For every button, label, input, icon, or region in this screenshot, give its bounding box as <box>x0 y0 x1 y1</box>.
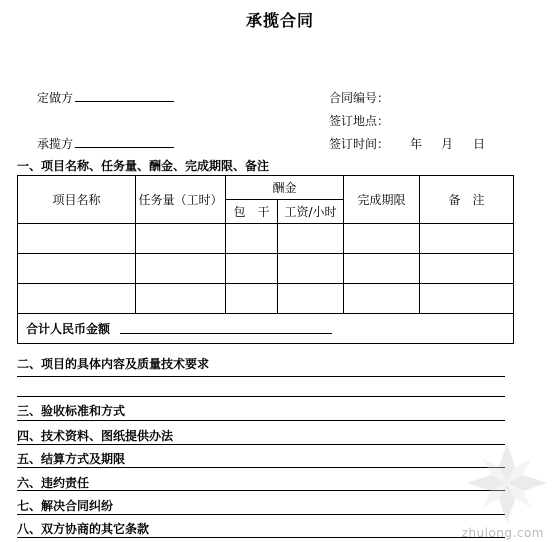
col-header-hourly: 工资/小时 <box>278 200 344 224</box>
table-cell[interactable] <box>420 254 514 284</box>
col-header-deadline: 完成期限 <box>344 176 420 224</box>
table-cell[interactable] <box>226 254 278 284</box>
table-cell[interactable] <box>136 284 226 314</box>
section-5-line[interactable] <box>17 467 505 468</box>
total-amount-field[interactable] <box>120 333 332 334</box>
section-3-title: 三、验收标准和方式 <box>17 404 126 418</box>
section-3-line[interactable] <box>17 420 505 421</box>
section-2-title: 二、项目的具体内容及质量技术要求 <box>17 357 210 371</box>
table-cell[interactable] <box>18 254 136 284</box>
total-row <box>18 314 514 344</box>
table-cell[interactable] <box>278 284 344 314</box>
section-6-line[interactable] <box>17 490 505 491</box>
section-1-title: 一、项目名称、任务量、酬金、完成期限、备注 <box>17 159 270 173</box>
sign-place-label: 签订地点： <box>329 114 390 128</box>
table-cell[interactable] <box>344 284 420 314</box>
table-cell[interactable] <box>344 254 420 284</box>
sign-day-label: 日 <box>473 137 486 151</box>
table-cell[interactable] <box>136 254 226 284</box>
table-cell[interactable] <box>18 284 136 314</box>
section-2-line-2[interactable] <box>17 396 505 397</box>
document-title: 承揽合同 <box>245 11 314 30</box>
section-4-title: 四、技术资料、图纸提供办法 <box>17 429 174 443</box>
col-header-lump-sum: 包 干 <box>226 200 278 224</box>
party-a-label: 定做方 <box>37 91 74 105</box>
col-header-workload: 任务量（工时） <box>136 176 226 224</box>
table-cell[interactable] <box>278 254 344 284</box>
watermark-text: zhulong.com <box>461 526 544 540</box>
sign-time-label: 签订时间： <box>329 137 390 151</box>
table-row <box>18 284 514 314</box>
party-b-field[interactable] <box>75 147 174 148</box>
party-b-label: 承揽方 <box>37 137 74 151</box>
section-2-line-1[interactable] <box>17 376 505 377</box>
col-header-payment: 酬金 <box>226 176 344 200</box>
section-8-line[interactable] <box>17 537 505 538</box>
section-4-line[interactable] <box>17 444 505 445</box>
col-header-project-name: 项目名称 <box>18 176 136 224</box>
table-cell[interactable] <box>136 224 226 254</box>
table-cell[interactable] <box>226 284 278 314</box>
table-row <box>18 224 514 254</box>
sign-year-label: 年 <box>410 137 423 151</box>
zhulong-logo-watermark <box>462 438 552 528</box>
table-cell[interactable] <box>420 284 514 314</box>
section-8-title: 八、双方协商的其它条款 <box>17 522 150 536</box>
project-table <box>17 175 514 344</box>
contract-no-label: 合同编号： <box>329 91 390 105</box>
table-cell[interactable] <box>278 224 344 254</box>
sign-month-label: 月 <box>441 137 454 151</box>
table-cell[interactable] <box>18 224 136 254</box>
table-cell[interactable] <box>420 224 514 254</box>
section-7-title: 七、解决合同纠纷 <box>17 499 114 513</box>
section-7-line[interactable] <box>17 514 505 515</box>
total-amount-label: 合计人民币金额 <box>26 322 111 336</box>
section-5-title: 五、结算方式及期限 <box>17 452 126 466</box>
col-header-remark: 备 注 <box>420 176 514 224</box>
table-cell[interactable] <box>226 224 278 254</box>
table-row <box>18 254 514 284</box>
section-6-title: 六、违约责任 <box>17 476 90 490</box>
party-a-field[interactable] <box>75 101 174 102</box>
table-cell[interactable] <box>344 224 420 254</box>
